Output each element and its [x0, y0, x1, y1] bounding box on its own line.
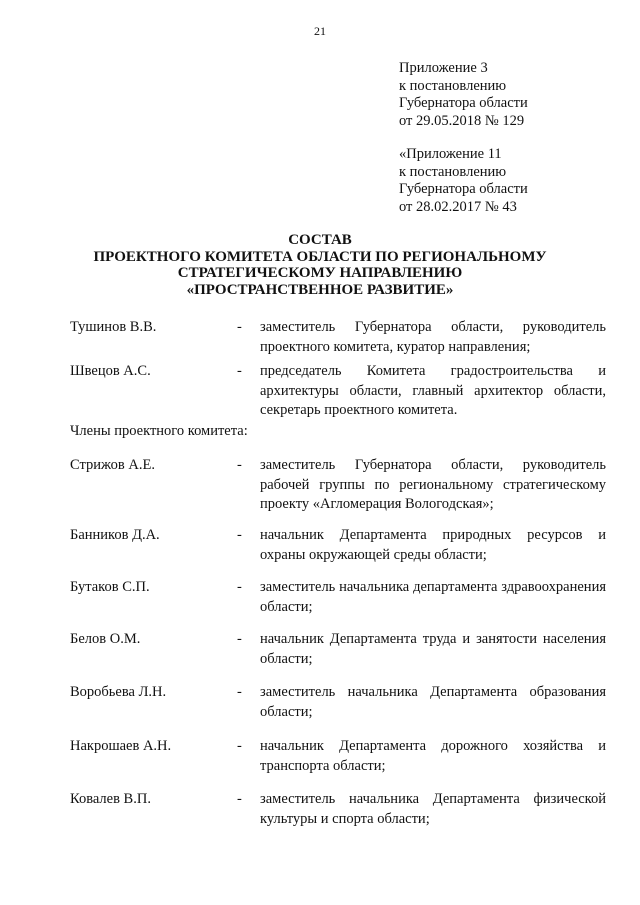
member-name: Ковалев В.П. — [70, 791, 151, 807]
member-name: Стрижов А.Е. — [70, 457, 155, 473]
member-position: начальник Департамента труда и занятости населения области; — [260, 631, 606, 667]
appendix-11-line: к постановлению — [399, 163, 507, 180]
member-position: начальник Департамента природных ресурсов и охраны окружающей среды области; — [260, 527, 606, 563]
appendix-11-line: Губернатора области — [399, 181, 528, 197]
member-name: Воробьева Л.Н. — [70, 684, 167, 700]
entry-dash: - — [237, 684, 242, 700]
entry-dash: - — [237, 527, 242, 543]
appendix-3-line: Приложение 3 — [399, 60, 488, 76]
appendix-3-block — [399, 60, 528, 130]
document-title — [0, 232, 640, 298]
member-position: заместитель начальника Департамента физической культуры и спорта области; — [260, 791, 606, 827]
entry-dash: - — [237, 791, 242, 807]
member-name: Тушинов В.В. — [70, 319, 157, 335]
page-number: 21 — [314, 24, 326, 38]
appendix-3-line: к постановлению — [399, 77, 507, 94]
appendix-11-line: от 28.02.2017 № 43 — [399, 198, 517, 215]
appendix-3-line: Губернатора области — [399, 95, 528, 111]
title-line: СТРАТЕГИЧЕСКОМУ НАПРАВЛЕНИЮ — [177, 265, 463, 281]
member-position: заместитель начальника департамента здравоохранения области; — [260, 579, 606, 615]
member-name: Белов О.М. — [70, 631, 141, 647]
member-position: начальник Департамента дорожного хозяйства и транспорта области; — [260, 738, 606, 774]
member-name: Швецов А.С. — [70, 363, 151, 379]
entry-dash: - — [237, 631, 242, 647]
member-position: заместитель Губернатора области, руководитель рабочей группы по региональному стратегическому проекту «Агломерация Вологодская»; — [260, 457, 606, 512]
title-line: СОСТАВ — [288, 232, 352, 248]
member-name: Накрошаев А.Н. — [70, 738, 172, 754]
appendix-3-line: от 29.05.2018 № 129 — [399, 112, 525, 129]
entry-dash: - — [237, 363, 242, 379]
entry-dash: - — [237, 457, 242, 473]
entry-dash: - — [237, 738, 242, 754]
member-name: Бутаков С.П. — [70, 579, 150, 595]
appendix-11-block — [399, 146, 528, 216]
members-label: Члены проектного комитета: — [70, 423, 248, 439]
member-position: заместитель Губернатора области, руководитель проектного комитета, куратор направления; — [260, 319, 606, 355]
entry-dash: - — [237, 579, 242, 595]
title-line: ПРОЕКТНОГО КОМИТЕТА ОБЛАСТИ ПО РЕГИОНАЛЬНОМУ — [93, 248, 547, 265]
member-name: Банников Д.А. — [70, 527, 160, 543]
member-position: председатель Комитета градостроительства и архитектуры области, главный архитектор области, секретарь проектного комитета. — [260, 363, 606, 418]
appendix-11-line: «Приложение 11 — [399, 146, 502, 162]
entry-dash: - — [237, 319, 242, 335]
title-line: «ПРОСТРАНСТВЕННОЕ РАЗВИТИЕ» — [186, 281, 454, 298]
member-position: заместитель начальника Департамента образования области; — [260, 684, 606, 720]
